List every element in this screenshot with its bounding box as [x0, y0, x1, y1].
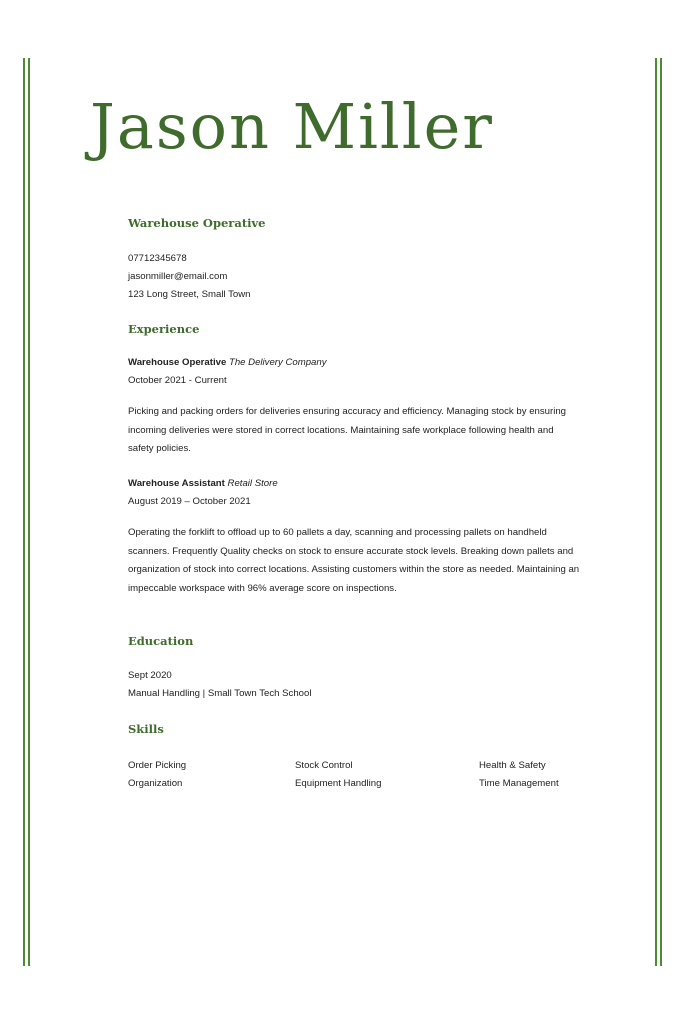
contact-address: 123 Long Street, Small Town [128, 289, 251, 300]
job-2-company: Retail Store [227, 478, 278, 489]
page-border-right-inner [655, 58, 657, 966]
page-border-right-outer [660, 58, 662, 966]
contact-phone: 07712345678 [128, 253, 187, 264]
skill-item: Health & Safety [479, 760, 546, 771]
page-border-left-inner [28, 58, 30, 966]
job-2-title: Warehouse Assistant [128, 478, 225, 489]
job-1-company: The Delivery Company [228, 357, 327, 368]
skills-grid [128, 757, 588, 797]
resume-name: Jason Miller [90, 90, 494, 163]
skills-heading: Skills [128, 722, 164, 736]
skill-item: Time Management [479, 778, 559, 789]
contact-email: jasonmiller@email.com [128, 271, 228, 282]
skill-item: Order Picking [128, 760, 187, 771]
experience-heading: Experience [128, 322, 200, 336]
job-1-dates: October 2021 - Current [128, 375, 227, 386]
skill-item: Equipment Handling [295, 778, 382, 789]
education-detail: Manual Handling | Small Town Tech School [128, 688, 312, 699]
job-1-description: Picking and packing orders for deliveries ensuring accuracy and efficiency. Managing stock by ensuring incoming deliveries were stored in correct locations. Maintaining safe workplace following health and safety policies. [128, 406, 566, 454]
skill-item: Stock Control [295, 760, 353, 771]
page-border-left-outer [23, 58, 25, 966]
job-title-heading: Warehouse Operative [128, 216, 266, 230]
job-2-description: Operating the forklift to offload up to 60 pallets a day, scanning and processing pallets on handheld scanners. Frequently Quality checks on stock to ensure accurate stock levels. Breaking down pallets and organization of stock into correct locations. Assisting customers within the store as needed. Maintaining an impeccable workspace with 96% average score on inspections. [128, 527, 580, 594]
education-heading: Education [128, 634, 194, 648]
job-2-header [128, 475, 278, 493]
job-1-header [128, 354, 327, 372]
skill-item: Organization [128, 778, 183, 789]
job-2-dates: August 2019 – October 2021 [128, 496, 251, 507]
education-date: Sept 2020 [128, 670, 172, 681]
job-1-title: Warehouse Operative [128, 357, 227, 368]
